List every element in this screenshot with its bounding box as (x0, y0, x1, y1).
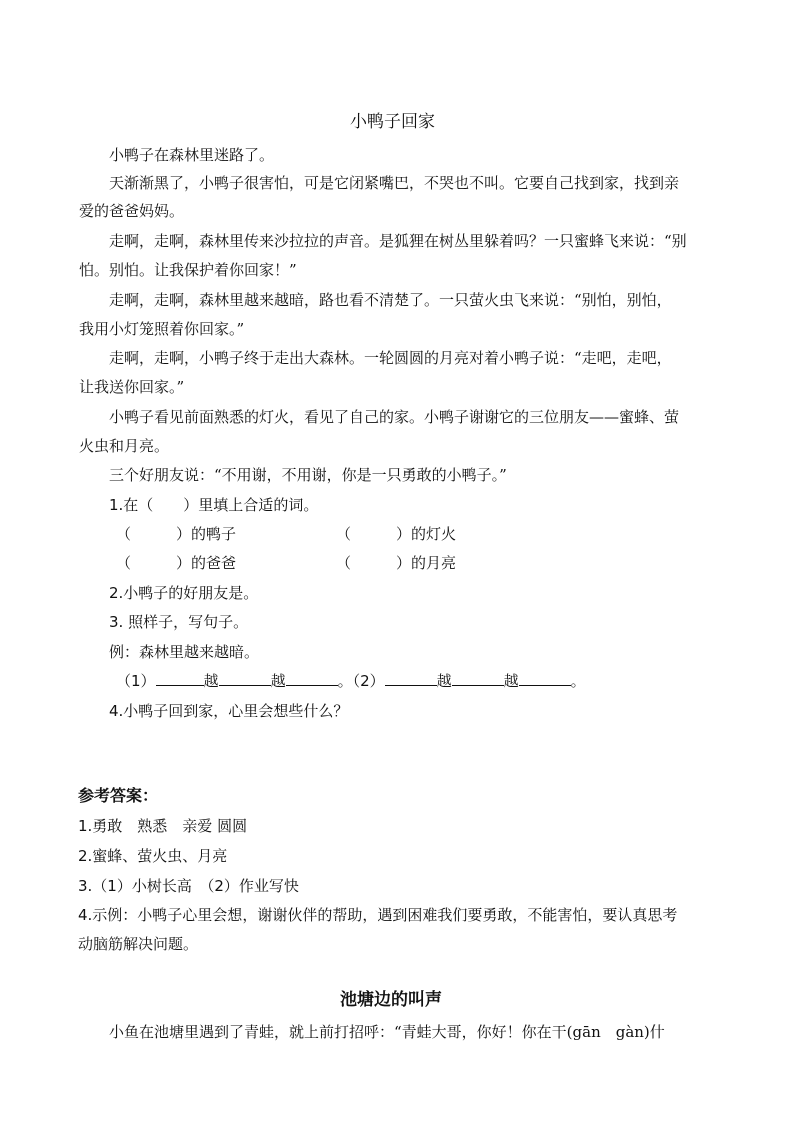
answer-blank (219, 671, 271, 686)
answer-blank (452, 671, 504, 686)
question-4: 4.小鸭子回到家，心里会想些什么？ (109, 702, 349, 720)
paragraph-line: 走啊，走啊，小鸭子终于走出大森林。一轮圆圆的月亮对着小鸭子说：“走吧，走吧， (109, 349, 672, 367)
answers-heading: 参考答案： (78, 786, 159, 805)
sentence-pattern-row (116, 671, 586, 691)
paragraph-line: 三个好朋友说：“不用谢，不用谢，你是一只勇敢的小鸭子。” (109, 466, 507, 484)
paragraph-line: 让我送你回家。” (79, 378, 185, 396)
answer-blank (385, 671, 437, 686)
answer-blank (519, 671, 571, 686)
answer-line: 1.勇敢 熟悉 亲爱 圆圆 (78, 817, 248, 835)
pattern-word: 越 (270, 672, 286, 690)
paragraph-line: 火虫和月亮。 (79, 437, 170, 455)
answer-blank (286, 671, 338, 686)
paragraph-line: 我用小灯笼照着你回家。” (79, 320, 245, 338)
answer-line: 动脑筋解决问题。 (78, 935, 199, 953)
fill-item: （ ）的爸爸 (116, 554, 237, 572)
fill-item: （ ）的月亮 (336, 554, 457, 572)
paragraph-line: 怕。别怕。让我保护着你回家！” (79, 261, 297, 279)
story-title: 小鸭子回家 (350, 112, 435, 132)
question-1: 1.在（ ）里填上合适的词。 (109, 496, 319, 514)
fill-item: （ ）的灯火 (336, 525, 457, 543)
question-3: 3. 照样子，写句子。 (109, 613, 249, 631)
paragraph-line: 天渐渐黑了，小鸭子很害怕，可是它闭紧嘴巴，不哭也不叫。它要自己找到家，找到亲 (109, 174, 680, 192)
item-number: （1） (116, 672, 156, 690)
sentence-end: 。 (337, 672, 353, 690)
question-3-example: 例：森林里越来越暗。 (109, 643, 260, 661)
story-title: 池塘边的叫声 (340, 990, 442, 1010)
paragraph-line: 小鸭子在森林里迷路了。 (109, 146, 275, 164)
paragraph-line: 小鸭子看见前面熟悉的灯火，看见了自己的家。小鸭子谢谢它的三位朋友——蜜蜂、萤 (109, 408, 680, 426)
paragraph-line: 小鱼在池塘里遇到了青蛙，就上前打招呼：“青蛙大哥，你好！你在干(gān gàn)什 (109, 1023, 665, 1041)
answer-line: 3.（1）小树长高 （2）作业写快 (78, 877, 299, 895)
pattern-word: 越 (203, 672, 219, 690)
answer-blank (156, 671, 204, 686)
paragraph-line: 走啊，走啊，森林里越来越暗，路也看不清楚了。一只萤火虫飞来说：“别怕，别怕， (109, 291, 672, 309)
pattern-word: 越 (503, 672, 519, 690)
paragraph-line: 走啊，走啊，森林里传来沙拉拉的声音。是狐狸在树丛里躲着吗？一只蜜蜂飞来说：“别 (109, 232, 687, 250)
answer-line: 2.蜜蜂、萤火虫、月亮 (78, 847, 228, 865)
item-number: （2） (352, 672, 385, 690)
fill-item: （ ）的鸭子 (116, 525, 237, 543)
answer-line: 4.示例：小鸭子心里会想，谢谢伙伴的帮助，遇到困难我们要勇敢，不能害怕，要认真思考 (78, 906, 678, 924)
paragraph-line: 爱的爸爸妈妈。 (79, 202, 185, 220)
sentence-end: 。 (570, 672, 586, 690)
question-2: 2.小鸭子的好朋友是。 (109, 584, 259, 602)
pattern-word: 越 (436, 672, 452, 690)
